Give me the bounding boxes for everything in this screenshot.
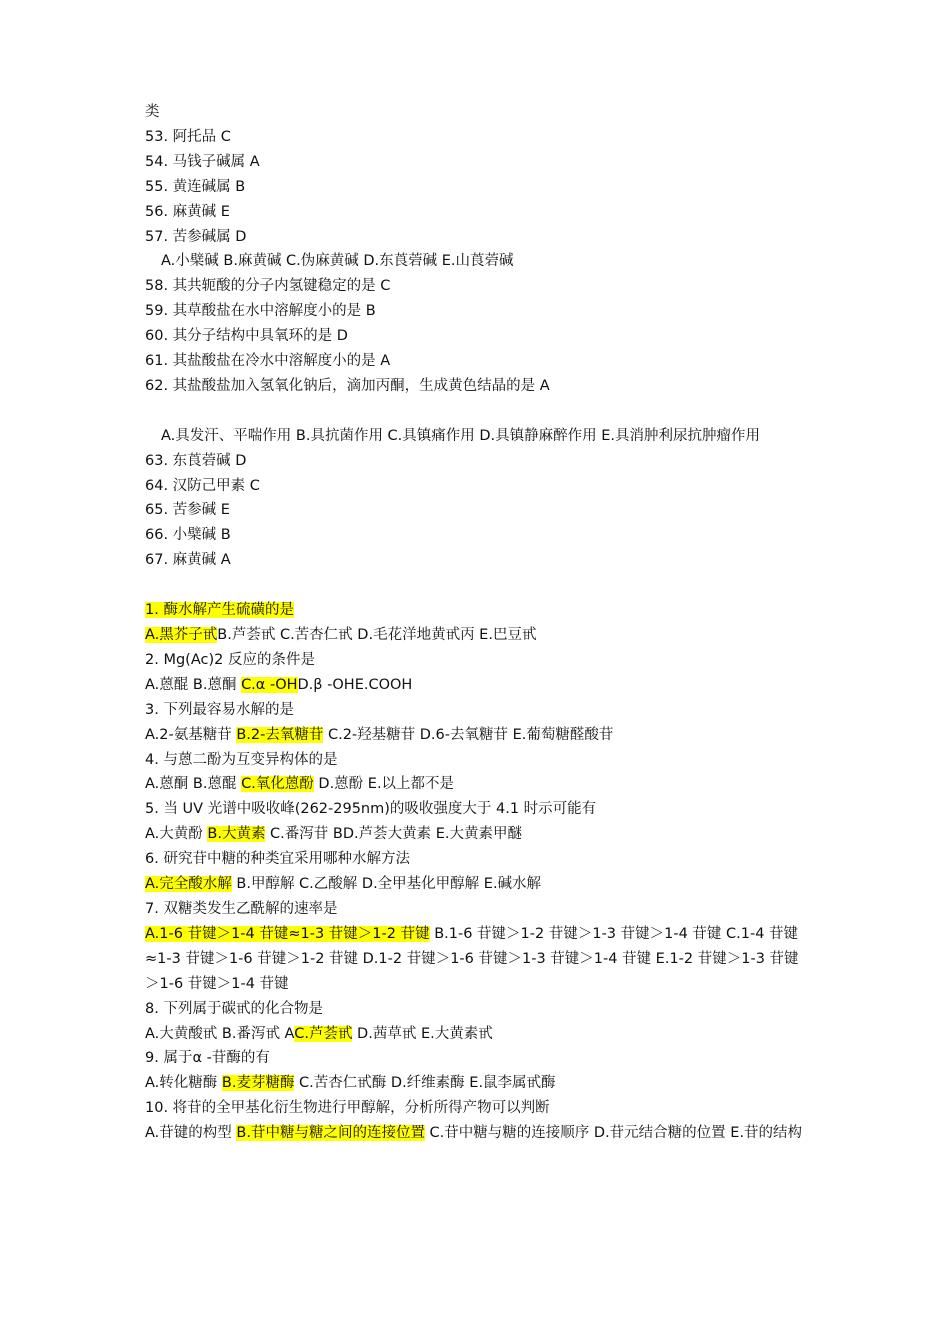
- options-before-answer: A.转化糖酶: [145, 1075, 222, 1092]
- options-after-answer: C.苷中糖与糖的连接顺序 D.苷元结合糖的位置 E.苷的结构: [424, 1125, 803, 1142]
- question-text: [145, 997, 813, 1022]
- answer-line: 66. 小檗碱 B: [145, 527, 231, 544]
- answer-line: 59. 其草酸盐在水中溶解度小的是 B: [145, 303, 376, 320]
- question-text: [145, 648, 813, 673]
- answer-line: 64. 汉防己甲素 C: [145, 477, 260, 494]
- question-label: 4. 与蒽二酚为互变异构体的是: [145, 751, 338, 768]
- question-text: [145, 897, 813, 922]
- highlighted-answer: C.α -OH: [241, 676, 298, 693]
- question-options: [145, 822, 813, 847]
- question-options: [145, 922, 813, 997]
- answer-line: 60. 其分子结构中具氧环的是 D: [145, 328, 348, 345]
- question-label: 6. 研究苷中糖的种类宜采用哪种水解方法: [145, 851, 410, 868]
- question-label: 10. 将苷的全甲基化衍生物进行甲醇解，分析所得产物可以判断: [145, 1100, 550, 1117]
- options-after-answer: C.2-羟基糖苷 D.6-去氧糖苷 E.葡萄糖醛酸苷: [323, 726, 614, 743]
- question-options: [145, 673, 813, 698]
- question-options: [145, 1121, 813, 1146]
- glycoside-quiz: [145, 598, 813, 1146]
- highlighted-answer: A.黑芥子甙: [145, 627, 218, 643]
- question-options: [145, 772, 813, 797]
- question-text: [145, 1096, 813, 1121]
- question-text: [145, 598, 813, 623]
- answer-line: 53. 阿托品 C: [145, 128, 231, 145]
- highlighted-answer: B.2-去氧糖苷: [236, 726, 324, 743]
- question-options: [145, 623, 813, 648]
- options-after-answer: B.1-6 苷键＞1-2 苷键＞1-3 苷键＞1-4 苷键 C.1-4 苷键≈1-3 苷键＞1-6 苷键＞1-2 苷键 D.1-2 苷键＞1-6 苷键＞1-3 苷键＞1-4 苷键 E.1-2 苷键＞1-3 苷键＞1-6 苷键＞1-4 苷键: [145, 925, 799, 992]
- options-paragraph: A.具发汗、平喘作用 B.具抗菌作用 C.具镇痛作用 D.具镇静麻醉作用 E.具消肿利尿抗肿瘤作用: [161, 427, 761, 444]
- answer-line: 65. 苦参碱 E: [145, 502, 230, 519]
- options-before-answer: A.大黄酚: [145, 826, 208, 843]
- answer-line: 61. 其盐酸盐在冷水中溶解度小的是 A: [145, 353, 391, 370]
- highlighted-answer: B.大黄素: [207, 826, 266, 843]
- question-options: [145, 1022, 813, 1047]
- answer-line: 55. 黄连碱属 B: [145, 178, 246, 195]
- question-text: [145, 847, 813, 872]
- highlighted-answer: C.芦荟甙: [294, 1025, 353, 1042]
- options-before-answer: A.蒽醌 B.蒽酮: [145, 676, 242, 693]
- question-options: [145, 872, 813, 897]
- question-label: 2. Mg(Ac)2 反应的条件是: [145, 651, 315, 668]
- highlighted-answer: A.完全酸水解: [145, 876, 232, 893]
- highlighted-answer: B.麦芽糖酶: [221, 1075, 295, 1092]
- blank-line: [145, 573, 813, 598]
- highlighted-answer: C.氧化蒽酚: [241, 776, 314, 793]
- question-text: [145, 698, 813, 723]
- answer-line: 54. 马钱子碱属 A: [145, 153, 260, 170]
- options-after-answer: B.甲醇解 C.乙酸解 D.全甲基化甲醇解 E.碱水解: [231, 876, 542, 893]
- options-after-answer: B.芦荟甙 C.苦杏仁甙 D.毛花洋地黄甙丙 E.巴豆甙: [217, 627, 537, 643]
- question-text: [145, 797, 813, 822]
- question-label: 5. 当 UV 光谱中吸收峰(262-295nm)的吸收强度大于 4.1 时示可能有: [145, 801, 597, 818]
- answer-line: 58. 其共轭酸的分子内氢键稳定的是 C: [145, 278, 391, 295]
- options-before-answer: A.2-氨基糖苷: [145, 726, 237, 743]
- highlighted-answer: A.1-6 苷键＞1-4 苷键≈1-3 苷键＞1-2 苷键: [145, 925, 430, 942]
- question-options: [145, 1071, 813, 1096]
- answer-line: 56. 麻黄碱 E: [145, 203, 230, 220]
- question-label: 8. 下列属于碳甙的化合物是: [145, 1000, 323, 1017]
- answer-line: 63. 东莨菪碱 D: [145, 452, 247, 469]
- options-after-answer: D.β -OHE.COOH: [297, 676, 413, 693]
- question-options: [145, 723, 813, 748]
- options-after-answer: C.番泻苷 BD.芦荟大黄素 E.大黄素甲醚: [265, 826, 523, 843]
- question-label: 7. 双糖类发生乙酰解的速率是: [145, 900, 338, 917]
- document-page: [145, 100, 813, 1146]
- options-line: A.小檗碱 B.麻黄碱 C.伪麻黄碱 D.东莨菪碱 E.山莨菪碱: [161, 253, 514, 270]
- blank-line: [145, 399, 813, 424]
- question-label: 3. 下列最容易水解的是: [145, 701, 294, 718]
- options-before-answer: A.蒽酮 B.蒽醌: [145, 776, 242, 793]
- options-after-answer: D.蒽酚 E.以上都不是: [313, 776, 455, 793]
- options-before-answer: A.苷键的构型: [145, 1125, 237, 1142]
- highlighted-question: 1. 酶水解产生硫磺的是: [145, 602, 294, 619]
- heading-tail: 类: [145, 104, 160, 120]
- answer-line: 67. 麻黄碱 A: [145, 552, 231, 569]
- highlighted-answer: B.苷中糖与糖之间的连接位置: [236, 1125, 425, 1142]
- question-text: [145, 748, 813, 773]
- answer-line: 57. 苦参碱属 D: [145, 228, 247, 245]
- answer-line: 62. 其盐酸盐加入氢氧化钠后，滴加丙酮，生成黄色结晶的是 A: [145, 377, 550, 394]
- options-before-answer: A.大黄酸甙 B.番泻甙 A: [145, 1025, 295, 1042]
- question-label: 9. 属于α -苷酶的有: [145, 1050, 270, 1067]
- options-after-answer: C.苦杏仁甙酶 D.纤维素酶 E.鼠李属甙酶: [294, 1075, 556, 1092]
- options-after-answer: D.茜草甙 E.大黄素甙: [352, 1025, 493, 1042]
- question-text: [145, 1046, 813, 1071]
